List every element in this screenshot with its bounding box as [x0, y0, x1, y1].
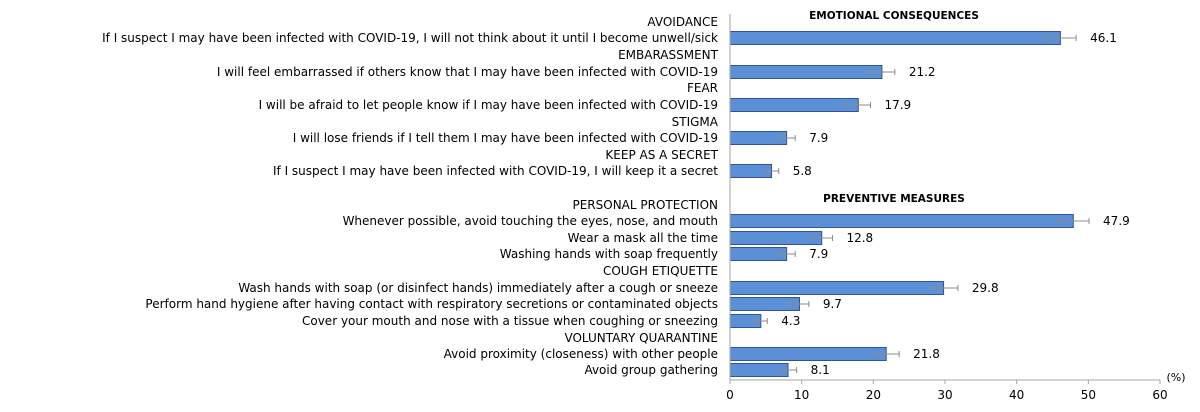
- group-label: KEEP AS A SECRET: [605, 148, 718, 162]
- group-label: COUGH ETIQUETTE: [602, 264, 718, 278]
- bar: [730, 215, 1073, 228]
- category-label: Avoid proximity (closeness) with other people: [443, 347, 718, 361]
- tick-label: 30: [937, 388, 953, 402]
- tick-label: 50: [1080, 388, 1096, 402]
- category-label: I will feel embarrassed if others know that I may have been infected with COVID-19: [216, 65, 718, 79]
- chart-section: [145, 193, 1129, 377]
- data-label: 46.1: [1090, 31, 1117, 45]
- bar: [730, 99, 858, 112]
- tick-label: 10: [794, 388, 810, 402]
- group-label: FEAR: [686, 81, 718, 95]
- bar: [730, 298, 800, 311]
- category-label: Perform hand hygiene after having contact with respiratory secretions or contaminated objects: [145, 297, 718, 311]
- data-label: 9.7: [822, 297, 842, 311]
- category-label: If I suspect I may have been infected with COVID-19, I will not think about it until I become unwell/sick: [102, 31, 718, 45]
- tick-label: 40: [1009, 388, 1025, 402]
- section-title: PREVENTIVE MEASURES: [823, 193, 965, 205]
- data-label: 21.2: [908, 65, 936, 79]
- section-title: EMOTIONAL CONSEQUENCES: [809, 10, 979, 22]
- data-label: 29.8: [971, 281, 999, 295]
- data-label: 21.8: [913, 347, 940, 361]
- unit-label: (%): [1166, 371, 1186, 384]
- tick-label: 60: [1152, 388, 1168, 402]
- bar: [730, 32, 1060, 45]
- group-label: VOLUNTARY QUARANTINE: [564, 331, 718, 345]
- group-label: EMBARASSMENT: [618, 48, 718, 62]
- bar: [730, 348, 886, 361]
- category-label: I will lose friends if I tell them I may have been infected with COVID-19: [292, 131, 718, 145]
- category-label: Washing hands with soap frequently: [499, 247, 718, 261]
- data-label: 17.9: [884, 98, 912, 112]
- category-label: Wear a mask all the time: [567, 231, 718, 245]
- group-label: STIGMA: [671, 115, 718, 129]
- chart-body: [102, 10, 1130, 377]
- chart-section: [102, 10, 1117, 178]
- bar: [730, 232, 822, 245]
- data-label: 47.9: [1103, 214, 1130, 228]
- category-label: If I suspect I may have been infected with COVID-19, I will keep it a secret: [272, 164, 718, 178]
- category-label: Whenever possible, avoid touching the eyes, nose, and mouth: [342, 214, 718, 228]
- data-label: 8.1: [810, 363, 830, 377]
- tick-label: 0: [726, 388, 734, 402]
- data-label: 5.8: [792, 164, 812, 178]
- tick-label: 20: [865, 388, 881, 402]
- category-label: I will be afraid to let people know if I may have been infected with COVID-19: [258, 98, 718, 112]
- bar: [730, 282, 944, 295]
- data-label: 7.9: [809, 131, 829, 145]
- data-label: 12.8: [846, 231, 874, 245]
- category-label: Avoid group gathering: [584, 363, 718, 377]
- group-label: PERSONAL PROTECTION: [572, 198, 718, 212]
- data-label: 4.3: [781, 314, 801, 328]
- category-label: Cover your mouth and nose with a tissue when coughing or sneezing: [301, 314, 718, 328]
- data-label: 7.9: [809, 247, 829, 261]
- category-label: Wash hands with soap (or disinfect hands) immediately after a cough or sneeze: [238, 281, 718, 295]
- bar: [730, 66, 882, 79]
- group-label: AVOIDANCE: [647, 15, 718, 29]
